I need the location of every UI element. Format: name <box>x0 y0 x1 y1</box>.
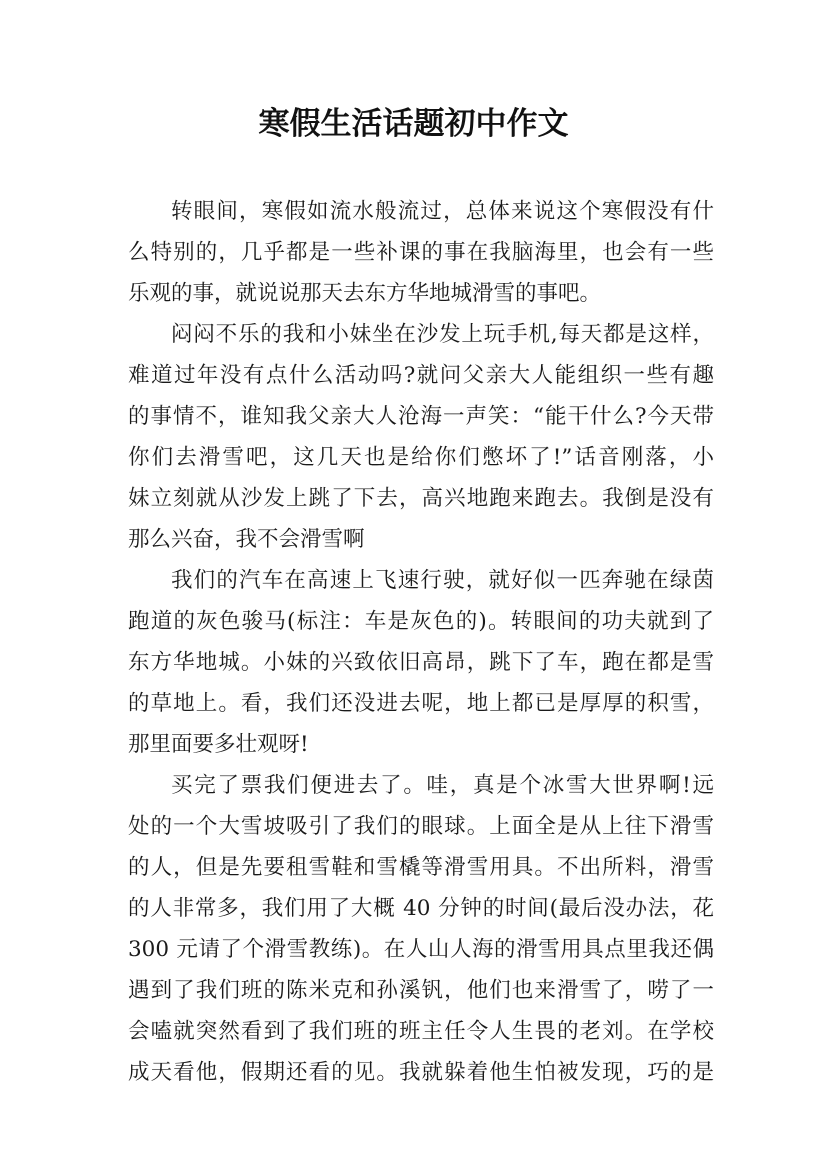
document-title: 寒假生活话题初中作文 <box>258 106 569 142</box>
text-line: 的人非常多，我们用了大概 40 分钟的时间(最后没办法，花 <box>128 896 714 921</box>
text-line: 那么兴奋，我不会滑雪啊 <box>128 527 365 552</box>
text-line: 你们去滑雪吧，这几天也是给你们憋坏了!”话音刚落，小 <box>128 445 714 470</box>
text-line: 那里面要多壮观呀! <box>128 732 309 757</box>
text-line: 成天看他，假期还看的见。我就躲着他生怕被发现，巧的是 <box>128 1060 714 1085</box>
text-line: 转眼间，寒假如流水般流过，总体来说这个寒假没有什 <box>171 199 714 224</box>
text-line: 东方华地城。小妹的兴致依旧高昂，跳下了车，跑在都是雪 <box>128 650 714 675</box>
text-line: 的事情不，谁知我父亲大人沧海一声笑：“能干什么?今天带 <box>128 404 714 429</box>
text-line: 难道过年没有点什么活动吗?就问父亲大人能组织一些有趣 <box>128 363 714 388</box>
text-line: 闷闷不乐的我和小妹坐在沙发上玩手机,每天都是这样， <box>171 322 714 347</box>
text-line: 遇到了我们班的陈米克和孙溪钒，他们也来滑雪了，唠了一 <box>128 978 714 1003</box>
text-line: 买完了票我们便进去了。哇，真是个冰雪大世界啊!远 <box>171 773 714 798</box>
text-line: 妹立刻就从沙发上跳了下去，高兴地跑来跑去。我倒是没有 <box>128 486 714 511</box>
text-line: 跑道的灰色骏马(标注：车是灰色的)。转眼间的功夫就到了 <box>128 609 714 634</box>
text-line: 处的一个大雪坡吸引了我们的眼球。上面全是从上往下滑雪 <box>128 814 714 839</box>
text-line: 会嗑就突然看到了我们班的班主任令人生畏的老刘。在学校 <box>128 1019 714 1044</box>
text-line: 300 元请了个滑雪教练)。在人山人海的滑雪用具点里我还偶 <box>128 937 714 962</box>
text-line: 的人，但是先要租雪鞋和雪橇等滑雪用具。不出所料，滑雪 <box>128 855 714 880</box>
text-line: 乐观的事，就说说那天去东方华地城滑雪的事吧。 <box>128 281 602 306</box>
text-line: 我们的汽车在高速上飞速行驶，就好似一匹奔驰在绿茵 <box>171 568 714 593</box>
text-line: 么特别的，几乎都是一些补课的事在我脑海里，也会有一些 <box>128 240 714 265</box>
text-line: 的草地上。看，我们还没进去呢，地上都已是厚厚的积雪， <box>128 691 714 716</box>
